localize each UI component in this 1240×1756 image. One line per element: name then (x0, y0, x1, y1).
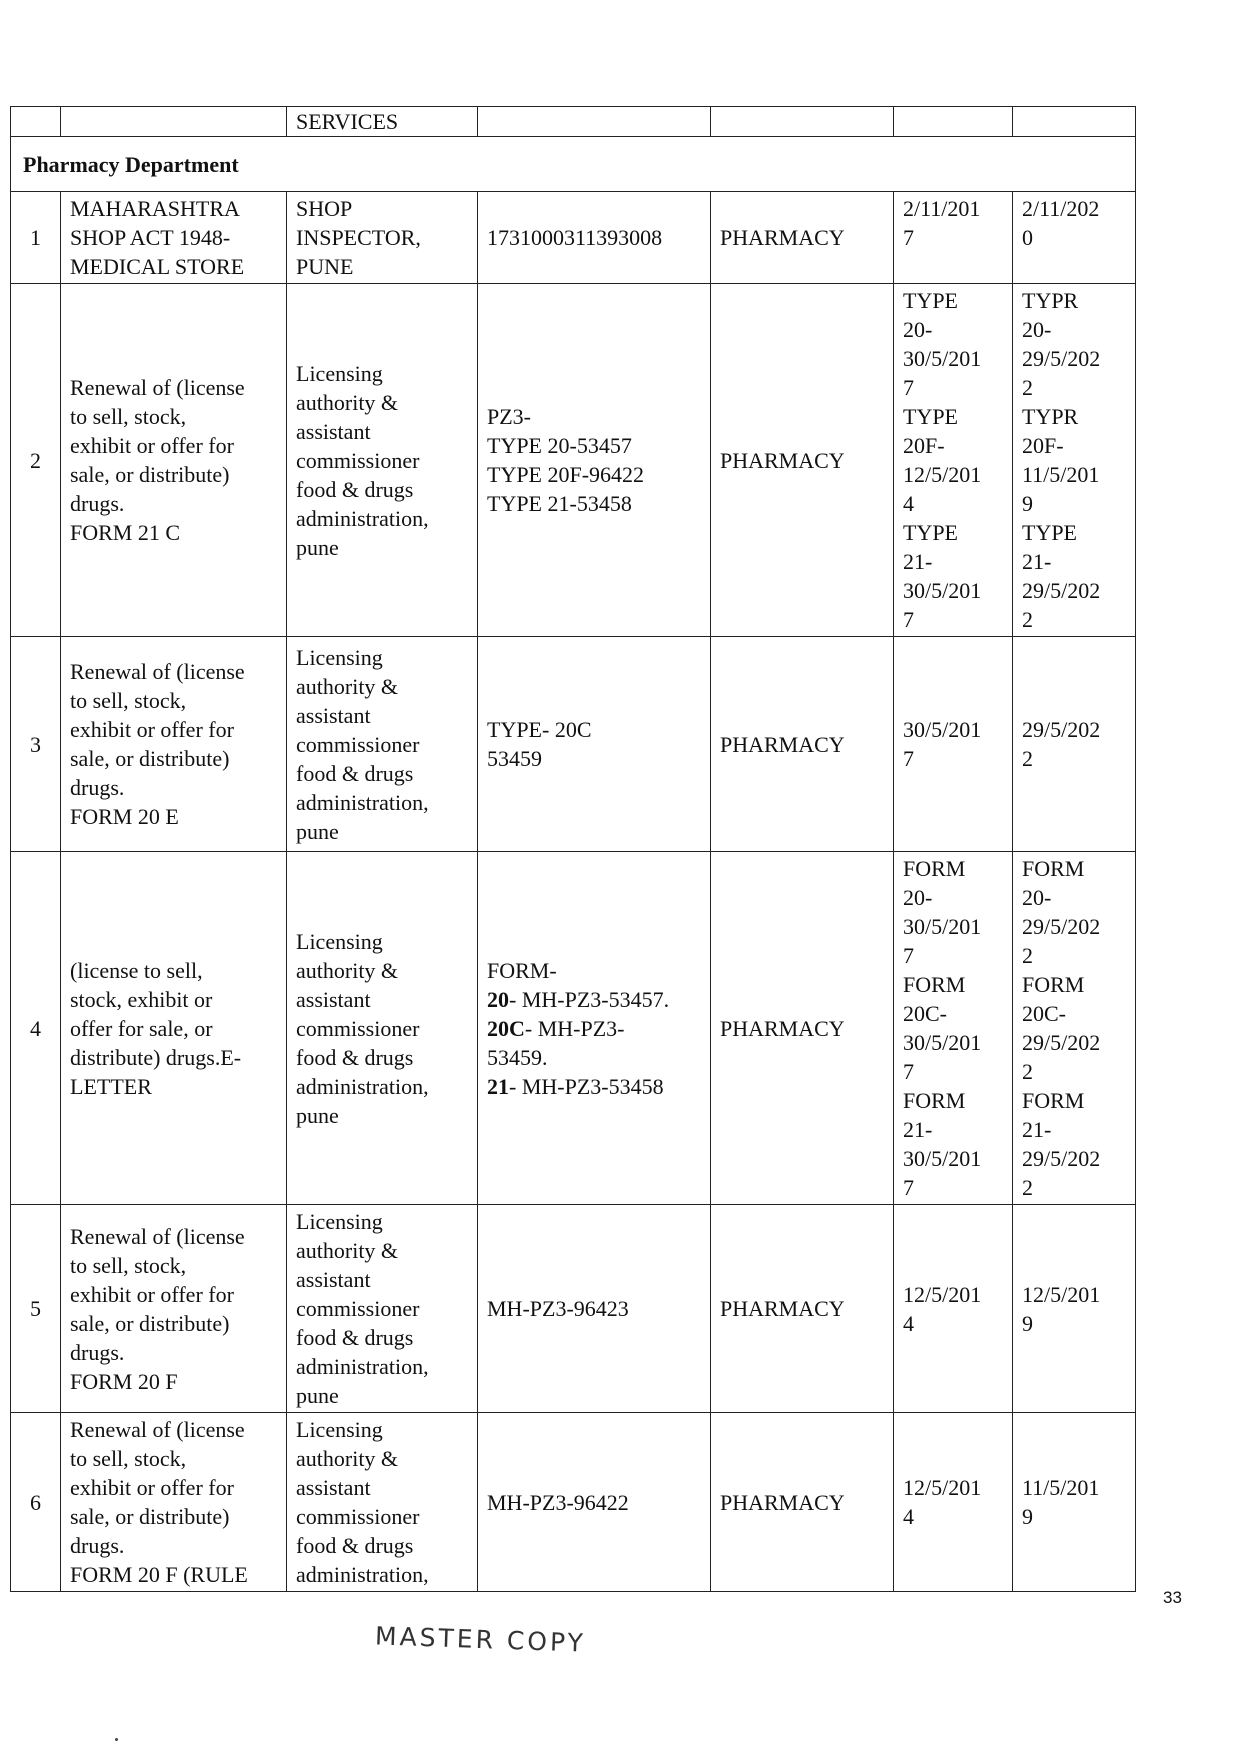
valid-from: 12/5/201 4 (894, 1205, 1013, 1413)
license-number: PZ3- TYPE 20-53457 TYPE 20F-96422 TYPE 21-53458 (478, 284, 711, 637)
license-table-page (10, 106, 1135, 1592)
header-cell-to (1013, 107, 1136, 137)
row-number: 4 (11, 852, 61, 1205)
license-number: MH-PZ3-96423 (478, 1205, 711, 1413)
valid-from: TYPE 20- 30/5/201 7 TYPE 20F- 12/5/201 4 TYPE 21- 30/5/201 7 (894, 284, 1013, 637)
header-cell-num (11, 107, 61, 137)
form-license-value: - MH-PZ3-53457. (509, 986, 670, 1012)
department-name: PHARMACY (711, 284, 894, 637)
department-name: PHARMACY (711, 1205, 894, 1413)
license-prefix: FORM- (487, 957, 557, 983)
header-cell-license (478, 107, 711, 137)
license-table (10, 106, 1136, 1592)
table-row (11, 637, 1136, 852)
license-number: 1731000311393008 (478, 192, 711, 284)
form-code: 20 (487, 986, 509, 1012)
department-row (11, 137, 1136, 192)
department-name: PHARMACY (711, 1413, 894, 1592)
scan-speck (115, 1738, 118, 1741)
row-number: 5 (11, 1205, 61, 1413)
license-name: MAHARASHTRA SHOP ACT 1948- MEDICAL STORE (61, 192, 287, 284)
header-cell-dept (711, 107, 894, 137)
valid-from: 30/5/201 7 (894, 637, 1013, 852)
issuing-authority: Licensing authority & assistant commissioner food & drugs administration, pune (287, 284, 478, 637)
table-row (11, 852, 1136, 1205)
valid-to: 2/11/202 0 (1013, 192, 1136, 284)
license-number: MH-PZ3-96422 (478, 1413, 711, 1592)
form-code: 21 (487, 1073, 509, 1099)
issuing-authority: Licensing authority & assistant commissioner food & drugs administration, (287, 1413, 478, 1592)
department-name: PHARMACY (711, 192, 894, 284)
master-copy-stamp: MASTER COPY (374, 1621, 587, 1658)
license-name: Renewal of (license to sell, stock, exhibit or offer for sale, or distribute) drugs. FORM 21 C (61, 284, 287, 637)
issuing-authority: Licensing authority & assistant commissioner food & drugs administration, pune (287, 852, 478, 1205)
form-license-value: - MH-PZ3-53458 (509, 1073, 664, 1099)
department-name: PHARMACY (711, 852, 894, 1205)
department-title: Pharmacy Department (11, 137, 1136, 192)
license-name: (license to sell, stock, exhibit or offer for sale, or distribute) drugs.E- LETTER (61, 852, 287, 1205)
license-number: TYPE- 20C 53459 (478, 637, 711, 852)
header-cell-from (894, 107, 1013, 137)
valid-from: 12/5/201 4 (894, 1413, 1013, 1592)
form-license-value: - MH-PZ3- 53459. (487, 1015, 625, 1070)
license-name: Renewal of (license to sell, stock, exhibit or offer for sale, or distribute) drugs. FORM 20 F (RULE (61, 1413, 287, 1592)
license-name: Renewal of (license to sell, stock, exhibit or offer for sale, or distribute) drugs. FORM 20 F (61, 1205, 287, 1413)
valid-to: 11/5/201 9 (1013, 1413, 1136, 1592)
valid-to: FORM 20- 29/5/202 2 FORM 20C- 29/5/202 2 FORM 21- 29/5/202 2 (1013, 852, 1136, 1205)
department-name: PHARMACY (711, 637, 894, 852)
issuing-authority: SHOP INSPECTOR, PUNE (287, 192, 478, 284)
header-cell-name (61, 107, 287, 137)
header-row (11, 107, 1136, 137)
page-number: 33 (1163, 1588, 1182, 1607)
header-cell-services: SERVICES (287, 107, 478, 137)
valid-to: TYPR 20- 29/5/202 2 TYPR 20F- 11/5/201 9 TYPE 21- 29/5/202 2 (1013, 284, 1136, 637)
row-number: 6 (11, 1413, 61, 1592)
row-number: 3 (11, 637, 61, 852)
form-code: 20C (487, 1015, 525, 1041)
valid-from: 2/11/201 7 (894, 192, 1013, 284)
license-name: Renewal of (license to sell, stock, exhibit or offer for sale, or distribute) drugs. FORM 20 E (61, 637, 287, 852)
row-number: 2 (11, 284, 61, 637)
issuing-authority: Licensing authority & assistant commissioner food & drugs administration, pune (287, 1205, 478, 1413)
table-row (11, 1205, 1136, 1413)
issuing-authority: Licensing authority & assistant commissioner food & drugs administration, pune (287, 637, 478, 852)
valid-to: 29/5/202 2 (1013, 637, 1136, 852)
table-row (11, 284, 1136, 637)
license-number (478, 852, 711, 1205)
table-row (11, 192, 1136, 284)
table-row (11, 1413, 1136, 1592)
row-number: 1 (11, 192, 61, 284)
valid-to: 12/5/201 9 (1013, 1205, 1136, 1413)
valid-from: FORM 20- 30/5/201 7 FORM 20C- 30/5/201 7 FORM 21- 30/5/201 7 (894, 852, 1013, 1205)
